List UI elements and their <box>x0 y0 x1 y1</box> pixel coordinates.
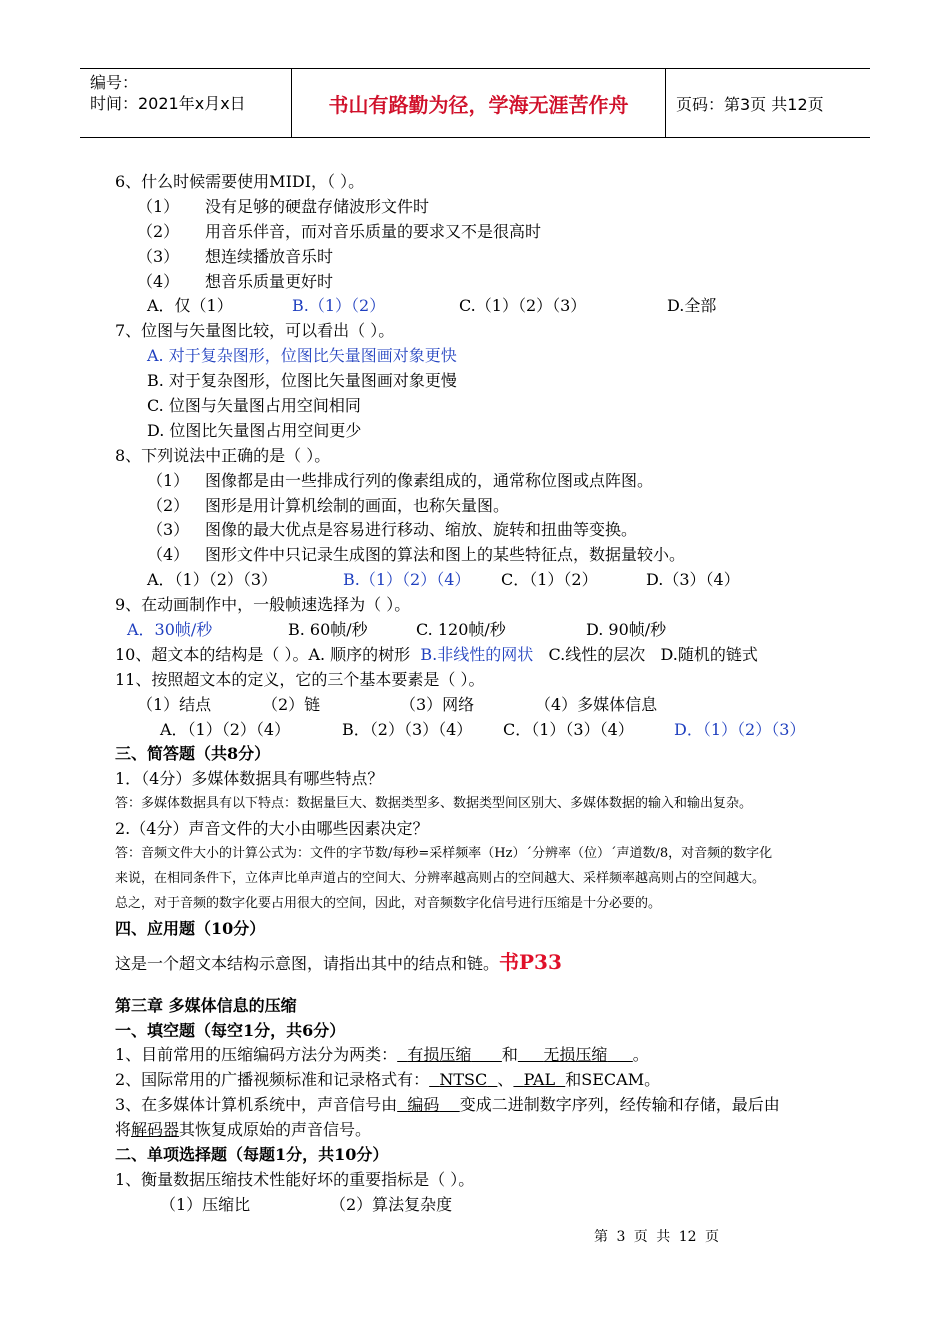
spacer <box>115 982 850 994</box>
header-page-number: 页码：第3页 共12页 <box>676 94 824 114</box>
q8-options <box>115 568 850 593</box>
section-3-heading: 三、简答题（共8分） <box>115 744 271 764</box>
section-4-heading: 四、应用题（10分） <box>115 918 266 938</box>
fill-blank-1 <box>115 1043 850 1068</box>
question-text: 这是一个超文本结构示意图，请指出其中的结点和链。 <box>115 953 500 973</box>
doc-time-label: 时间：2021年x月x日 <box>90 94 246 113</box>
option-d: D.随机的链式 <box>660 644 758 664</box>
item-number: （2） <box>147 495 190 515</box>
header-motto: 书山有路勤为径，学海无涯苦作舟 <box>292 69 666 137</box>
short-answer-2-answer-line-2: 来说，在相同条件下，立体声比单声道占的空间大、分辨率越高则占的空间越大、采样频率越高则占的空间越大。 <box>115 870 766 886</box>
option-c: C．（1）（3）（4） <box>503 719 634 739</box>
question-9: 9、在动画制作中，一般帧速选择为（ ）。 <box>115 595 411 615</box>
option-d: D.全部 <box>667 296 717 316</box>
book-reference: 书P33 <box>499 949 562 974</box>
option-b: B. 60帧/秒 <box>288 620 368 640</box>
answer-text: PAL <box>523 1070 556 1090</box>
item-text: 图像都是由一些排成行列的像素组成的，通常称位图或点阵图。 <box>205 470 654 490</box>
item-text: 用音乐伴音，而对音乐质量的要求又不是很高时 <box>205 221 542 241</box>
connector-text: 和 <box>501 1045 518 1065</box>
application-question <box>115 942 850 982</box>
page-footer: 第 3 页 共 12 页 <box>594 1229 719 1245</box>
fill-blank-3-line-1 <box>115 1093 850 1118</box>
option-a: A．（1）（2）（4） <box>160 719 291 739</box>
q6-item-4 <box>115 270 850 295</box>
option-a-answer: A．30帧/秒 <box>127 620 213 640</box>
question-text-continued: 变成二进制数字序列，经传输和存储，最后由 <box>459 1095 780 1115</box>
item-number: （2） <box>137 221 180 241</box>
q9-options <box>115 618 850 643</box>
item-number: （1） <box>137 196 180 216</box>
option-d-answer: D．（1）（2）（3） <box>674 719 806 739</box>
option-b-answer: B.非线性的网状 <box>420 644 534 664</box>
item-number: （1） <box>147 470 190 490</box>
question-text: 3、在多媒体计算机系统中，声音信号由 <box>115 1095 398 1115</box>
answer-text: NTSC <box>439 1070 488 1090</box>
option-d: D. 90帧/秒 <box>586 620 667 640</box>
item-text: 没有足够的硬盘存储波形文件时 <box>205 196 430 216</box>
item-1: （1）压缩比 <box>160 1194 251 1214</box>
q7-option-d: D. 位图比矢量图占用空间更少 <box>147 420 362 440</box>
q7-option-b: B. 对于复杂图形，位图比矢量图画对象更慢 <box>147 371 457 391</box>
option-b: B．（2）（3）（4） <box>342 719 473 739</box>
option-a: A．（1）（2）（3） <box>147 570 278 590</box>
q6-item-2 <box>115 220 850 245</box>
item-text: 想连续播放音乐时 <box>205 246 334 266</box>
q6-item-1 <box>115 195 850 220</box>
question-text: 2、国际常用的广播视频标准和记录格式有： <box>115 1070 430 1090</box>
short-answer-2-answer-line-1: 答：音频文件大小的计算公式为：文件的字节数/每秒=采样频率（Hz）´分辨率（位）´声道数/8，对音频的数字化 <box>115 846 773 862</box>
option-a: A．仅（1） <box>147 296 233 316</box>
punctuation: 。 <box>632 1045 649 1065</box>
question-text-end: 和SECAM。 <box>565 1070 661 1090</box>
answer-text: 编码 <box>407 1095 440 1115</box>
short-answer-1: 1．（4分）多媒体数据具有哪些特点？ <box>115 769 384 789</box>
option-c: C. 120帧/秒 <box>416 620 506 640</box>
element-2: （2）链 <box>262 694 321 714</box>
item-text: 图形文件中只记录生成图的算法和图上的某些特征点，数据量较小。 <box>205 545 686 565</box>
answer-text: 无损压缩 <box>543 1045 608 1065</box>
answer-blank <box>518 1045 633 1064</box>
item-text: 图形是用计算机绘制的画面，也称矢量图。 <box>205 495 510 515</box>
short-answer-2: 2.（4分）声音文件的大小由哪些因素决定？ <box>115 819 429 839</box>
q8-item-4 <box>115 543 850 568</box>
option-c: C．（1）（2） <box>501 570 598 590</box>
page-header <box>80 68 870 138</box>
answer-text: 有损压缩 <box>407 1045 472 1065</box>
q11-options <box>115 718 850 743</box>
option-b-answer: B.（1）（2）（4） <box>343 570 471 590</box>
q8-item-3 <box>115 518 850 543</box>
element-1: （1）结点 <box>137 694 212 714</box>
item-number: （4） <box>137 271 180 291</box>
question-text-end: 其恢复成原始的声音信号。 <box>179 1120 372 1140</box>
single-choice-heading: 二、单项选择题（每题1分，共10分） <box>115 1144 389 1164</box>
short-answer-1-answer: 答：多媒体数据具有以下特点：数据量巨大、数据类型多、数据类型间区别大、多媒体数据的输入和输出复杂。 <box>115 796 753 812</box>
q11-elements <box>115 693 850 718</box>
item-number: （3） <box>147 520 190 540</box>
document-body <box>115 170 850 1218</box>
answer-text: 解码器 <box>131 1120 180 1140</box>
element-3: （3）网络 <box>400 694 475 714</box>
element-4: （4）多媒体信息 <box>535 694 658 714</box>
question-10 <box>115 643 850 668</box>
item-number: （3） <box>137 246 180 266</box>
choice-question-1-items <box>115 1193 850 1218</box>
fill-blank-heading: 一、填空题（每空1分，共6分） <box>115 1020 346 1040</box>
doc-id-label: 编号： <box>90 73 139 92</box>
q6-item-3 <box>115 245 850 270</box>
question-6: 6、什么时候需要使用MIDI，（ ）。 <box>115 172 365 191</box>
item-2: （2）算法复杂度 <box>330 1194 453 1214</box>
answer-blank <box>429 1070 497 1089</box>
option-d: D.（3）（4） <box>646 570 740 590</box>
fill-blank-2 <box>115 1068 850 1093</box>
answer-blank <box>397 1045 502 1064</box>
question-7: 7、位图与矢量图比较，可以看出（ ）。 <box>115 321 395 341</box>
item-text: 图像的最大优点是容易进行移动、缩放、旋转和扭曲等变换。 <box>205 520 638 540</box>
question-8: 8、下列说法中正确的是（ ）。 <box>115 445 331 465</box>
connector-text: 、 <box>497 1070 514 1090</box>
q7-option-c: C. 位图与矢量图占用空间相同 <box>147 396 361 416</box>
answer-blank <box>513 1070 565 1089</box>
q8-item-2 <box>115 494 850 519</box>
option-c: C.线性的层次 <box>548 644 646 664</box>
item-number: （4） <box>147 545 190 565</box>
question-text: 10、超文本的结构是（ ）。A. 顺序的树形 <box>115 644 411 664</box>
item-text: 想音乐质量更好时 <box>205 271 334 291</box>
answer-blank <box>397 1095 460 1114</box>
fill-blank-3-line-2 <box>115 1118 850 1143</box>
chapter-3-heading: 第三章 多媒体信息的压缩 <box>115 995 297 1015</box>
option-c: C.（1）（2）（3） <box>459 296 587 316</box>
question-text: 将 <box>115 1120 132 1140</box>
q7-option-a-answer: A. 对于复杂图形，位图比矢量图画对象更快 <box>147 346 457 366</box>
q8-item-1 <box>115 469 850 494</box>
choice-question-1: 1、衡量数据压缩技术性能好坏的重要指标是（ ）。 <box>115 1169 475 1189</box>
question-text: 1、目前常用的压缩编码方法分为两类： <box>115 1045 398 1065</box>
short-answer-2-answer-line-3: 总之，对于音频的数字化要占用很大的空间，因此，对音频数字化信号进行压缩是十分必要的。 <box>115 895 662 911</box>
header-meta <box>80 69 292 137</box>
option-b-answer: B.（1）（2） <box>292 296 386 316</box>
question-11: 11、按照超文本的定义，它的三个基本要素是（ ）。 <box>115 669 485 689</box>
q6-options <box>115 294 850 319</box>
